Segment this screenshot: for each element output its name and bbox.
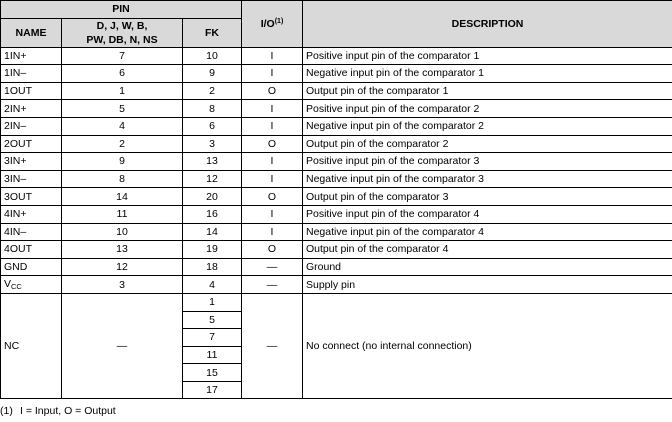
pin-io: I — [242, 100, 303, 118]
pin-number-fk: 4 — [183, 276, 242, 294]
footnote-text: I = Input, O = Output — [20, 405, 116, 417]
pin-name: 1IN– — [1, 65, 62, 83]
pin-number-pkg: 8 — [62, 170, 183, 188]
pin-io: I — [242, 170, 303, 188]
pin-group-header: PIN — [1, 1, 242, 19]
pin-number-fk: 20 — [183, 188, 242, 206]
pin-description: Output pin of the comparator 1 — [303, 82, 672, 100]
package-header — [62, 18, 183, 47]
pin-number-fk: 15 — [183, 364, 242, 382]
pin-name: GND — [1, 258, 62, 276]
table-row — [1, 223, 672, 241]
pin-number-pkg: 14 — [62, 188, 183, 206]
pin-description: No connect (no internal connection) — [303, 293, 672, 399]
pin-description: Positive input pin of the comparator 3 — [303, 153, 672, 171]
pin-number-fk: 13 — [183, 153, 242, 171]
table-row — [1, 188, 672, 206]
pin-number-pkg: 11 — [62, 205, 183, 223]
table-row — [1, 258, 672, 276]
table-row — [1, 135, 672, 153]
pin-io: O — [242, 188, 303, 206]
table-row-vcc — [1, 276, 672, 294]
table-row — [1, 65, 672, 83]
pin-io: I — [242, 223, 303, 241]
pin-number-pkg: 7 — [62, 47, 183, 65]
pin-name: 4IN– — [1, 223, 62, 241]
pin-number-fk: 6 — [183, 117, 242, 135]
pin-number-fk: 3 — [183, 135, 242, 153]
pin-number-pkg: 12 — [62, 258, 183, 276]
pin-description: Negative input pin of the comparator 4 — [303, 223, 672, 241]
pin-name — [1, 276, 62, 294]
pin-name: NC — [1, 293, 62, 399]
io-header — [242, 1, 303, 48]
table-row — [1, 117, 672, 135]
table-row — [1, 241, 672, 259]
pin-number-fk: 9 — [183, 65, 242, 83]
package-header-line1: D, J, W, B, — [96, 19, 148, 32]
pin-number-pkg: 6 — [62, 65, 183, 83]
pin-number-fk: 11 — [183, 346, 242, 364]
pin-description: Negative input pin of the comparator 3 — [303, 170, 672, 188]
name-header: NAME — [1, 18, 62, 47]
table-row — [1, 170, 672, 188]
pin-number-fk: 2 — [183, 82, 242, 100]
pin-name: 3IN– — [1, 170, 62, 188]
pin-description: Negative input pin of the comparator 2 — [303, 117, 672, 135]
pin-number-pkg: 3 — [62, 276, 183, 294]
pin-name: 2OUT — [1, 135, 62, 153]
pin-io: I — [242, 65, 303, 83]
pin-description: Supply pin — [303, 276, 672, 294]
pin-io: — — [242, 258, 303, 276]
pin-io: I — [242, 205, 303, 223]
pin-number-fk: 19 — [183, 241, 242, 259]
footnote-number: (1) — [0, 405, 13, 417]
pin-number-fk: 14 — [183, 223, 242, 241]
pin-io: O — [242, 82, 303, 100]
table-row-nc — [1, 293, 672, 311]
pin-io: I — [242, 117, 303, 135]
vcc-name-main: V — [4, 278, 12, 291]
table-row — [1, 153, 672, 171]
pin-name: 3IN+ — [1, 153, 62, 171]
pin-description: Output pin of the comparator 3 — [303, 188, 672, 206]
pin-name: 1OUT — [1, 82, 62, 100]
pin-description: Output pin of the comparator 4 — [303, 241, 672, 259]
pin-number-fk: 7 — [183, 329, 242, 347]
package-header-line2: PW, DB, N, NS — [86, 33, 158, 46]
table-footnote — [0, 405, 116, 417]
pin-name: 4IN+ — [1, 205, 62, 223]
io-footnote-ref: (1) — [274, 17, 284, 25]
header-row-top — [1, 1, 672, 19]
table-row — [1, 82, 672, 100]
pin-number-pkg: 13 — [62, 241, 183, 259]
pin-io: — — [242, 276, 303, 294]
pin-number-pkg: 4 — [62, 117, 183, 135]
fk-header: FK — [183, 18, 242, 47]
table-row — [1, 47, 672, 65]
pin-io: — — [242, 293, 303, 399]
pin-description: Positive input pin of the comparator 2 — [303, 100, 672, 118]
pin-number-pkg: 10 — [62, 223, 183, 241]
pin-io: O — [242, 241, 303, 259]
pin-number-fk: 16 — [183, 205, 242, 223]
table-row — [1, 100, 672, 118]
pin-number-pkg: 5 — [62, 100, 183, 118]
pin-number-pkg: 9 — [62, 153, 183, 171]
pin-description: Output pin of the comparator 2 — [303, 135, 672, 153]
description-header: DESCRIPTION — [303, 1, 672, 48]
pin-number-fk: 12 — [183, 170, 242, 188]
pin-name: 3OUT — [1, 188, 62, 206]
pin-number-fk: 17 — [183, 381, 242, 399]
pin-number-fk: 10 — [183, 47, 242, 65]
pin-number-fk: 18 — [183, 258, 242, 276]
pin-name: 2IN– — [1, 117, 62, 135]
pin-number-pkg: 2 — [62, 135, 183, 153]
pin-number-fk: 1 — [183, 293, 242, 311]
pin-number-fk: 5 — [183, 311, 242, 329]
pin-description: Negative input pin of the comparator 1 — [303, 65, 672, 83]
pin-io: I — [242, 153, 303, 171]
pin-io: O — [242, 135, 303, 153]
pin-description: Ground — [303, 258, 672, 276]
pin-description: Positive input pin of the comparator 4 — [303, 205, 672, 223]
io-header-label: I/O — [260, 17, 275, 30]
table-row — [1, 205, 672, 223]
pin-name: 1IN+ — [1, 47, 62, 65]
pin-name: 4OUT — [1, 241, 62, 259]
vcc-name-sub: CC — [11, 282, 22, 292]
pin-name: 2IN+ — [1, 100, 62, 118]
pin-description: Positive input pin of the comparator 1 — [303, 47, 672, 65]
pin-number-pkg: 1 — [62, 82, 183, 100]
pin-io: I — [242, 47, 303, 65]
pin-number-fk: 8 — [183, 100, 242, 118]
pin-number-pkg: — — [62, 293, 183, 399]
